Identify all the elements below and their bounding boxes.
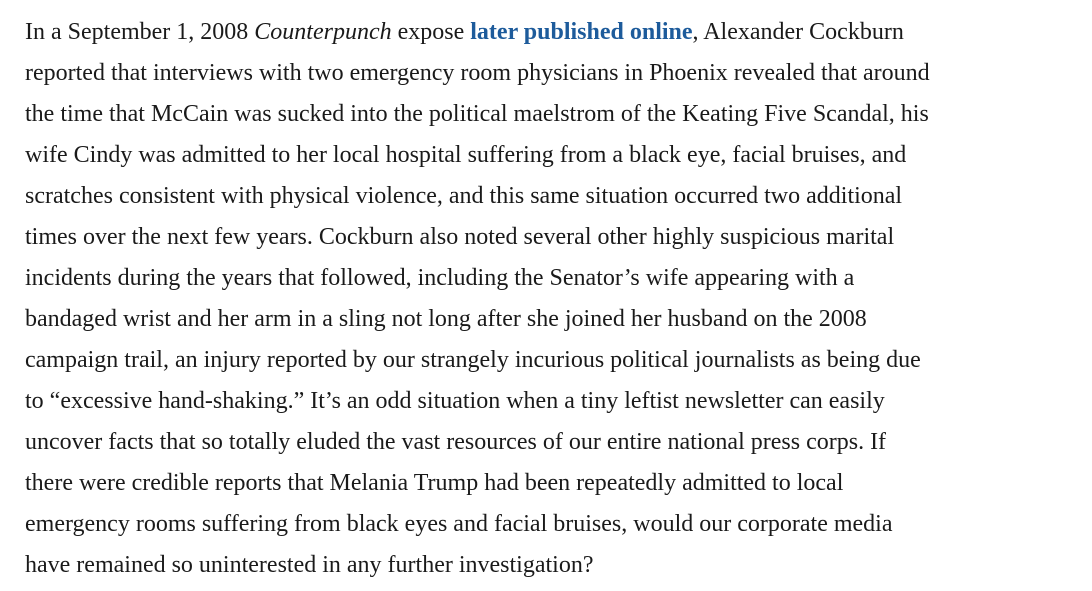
paragraph-line-2: reported that interviews with two emergency room physicians in Phoenix revealed that around [25,60,930,86]
line-1-text-end: , Alexander Cockburn [692,19,904,45]
publication-name: Counterpunch [254,19,392,45]
article-paragraph [25,12,1075,586]
paragraph-line-5: scratches consistent with physical violence, and this same situation occurred two additional [25,183,903,209]
paragraph-line-11: uncover facts that so totally eluded the vast resources of our entire national press corps. If [25,429,887,455]
paragraph-line-6: times over the next few years. Cockburn also noted several other highly suspicious marital [25,224,895,250]
paragraph-line-14: have remained so uninterested in any further investigation? [25,552,594,578]
paragraph-line-12: there were credible reports that Melania Trump had been repeatedly admitted to local [25,470,844,496]
article-body [25,12,1075,586]
paragraph-line-8: bandaged wrist and her arm in a sling not long after she joined her husband on the 2008 [25,306,867,332]
paragraph-line-7: incidents during the years that followed, including the Senator’s wife appearing with a [25,265,855,291]
paragraph-line-3: the time that McCain was sucked into the political maelstrom of the Keating Five Scandal, his [25,101,929,127]
line-1-text-middle: expose [391,19,471,45]
paragraph-line-13: emergency rooms suffering from black eyes and facial bruises, would our corporate media [25,511,893,537]
paragraph-line-9: campaign trail, an injury reported by our strangely incurious political journalists as being due [25,347,921,373]
paragraph-line-10: to “excessive hand-shaking.” It’s an odd situation when a tiny leftist newsletter can easily [25,388,885,414]
later-published-online-link[interactable]: later published online [470,19,693,45]
paragraph-line-1 [25,12,1075,53]
line-1-text-start: In a September 1, 2008 [25,19,255,45]
paragraph-line-4: wife Cindy was admitted to her local hospital suffering from a black eye, facial bruises, and [25,142,907,168]
